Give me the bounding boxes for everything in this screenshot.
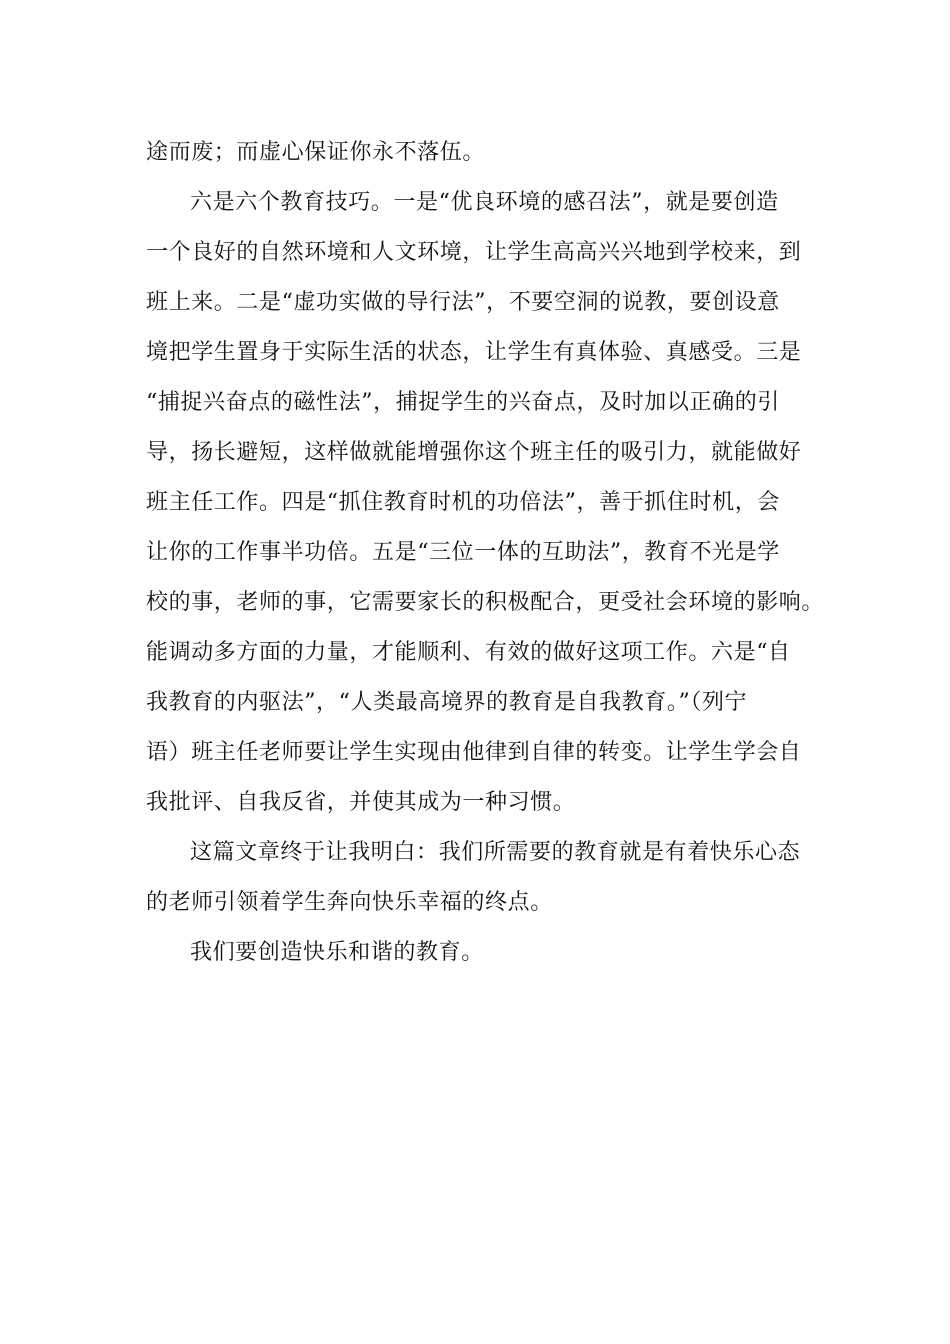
text-line-8: 班主任工作。四是“抓住教育时机的功倍法”，善于抓住时机，会: [146, 490, 780, 515]
text-line-11: 能调动多方面的力量，才能顺利、有效的做好这项工作。六是“自: [146, 640, 791, 665]
text-line-15: 这篇文章终于让我明白：我们所需要的教育就是有着快乐心态: [190, 840, 801, 865]
text-line-5: 境把学生置身于实际生活的状态，让学生有真体验、真感受。三是: [146, 340, 802, 365]
text-line-10: 校的事，老师的事，它需要家长的积极配合，更受社会环境的影响。: [146, 590, 825, 615]
text-line-9: 让你的工作事半功倍。五是“三位一体的互助法”，教育不光是学: [146, 540, 780, 565]
text-line-14: 我批评、自我反省，并使其成为一种习惯。: [146, 790, 576, 815]
text-line-12: 我教育的内驱法”，“人类最高境界的教育是自我教育。”（列宁: [146, 690, 748, 715]
text-line-17: 我们要创造快乐和谐的教育。: [190, 940, 484, 965]
text-line-16: 的老师引领着学生奔向快乐幸福的终点。: [146, 890, 553, 915]
text-line-13: 语）班主任老师要让学生实现由他律到自律的转变。让学生学会自: [146, 740, 802, 765]
document-body: [146, 128, 825, 978]
text-line-3: 一个良好的自然环境和人文环境，让学生高高兴兴地到学校来，到: [146, 240, 802, 265]
text-line-2: 六是六个教育技巧。一是“优良环境的感召法”，就是要创造: [190, 190, 779, 215]
text-line-7: 导，扬长避短，这样做就能增强你这个班主任的吸引力，就能做好: [146, 440, 802, 465]
text-line-6: “捕捉兴奋点的磁性法”，捕捉学生的兴奋点，及时加以正确的引: [146, 390, 780, 415]
text-line-1: 途而废；而虚心保证你永不落伍。: [146, 140, 486, 165]
text-line-4: 班上来。二是“虚功实做的导行法”，不要空洞的说教，要创设意: [146, 290, 780, 315]
